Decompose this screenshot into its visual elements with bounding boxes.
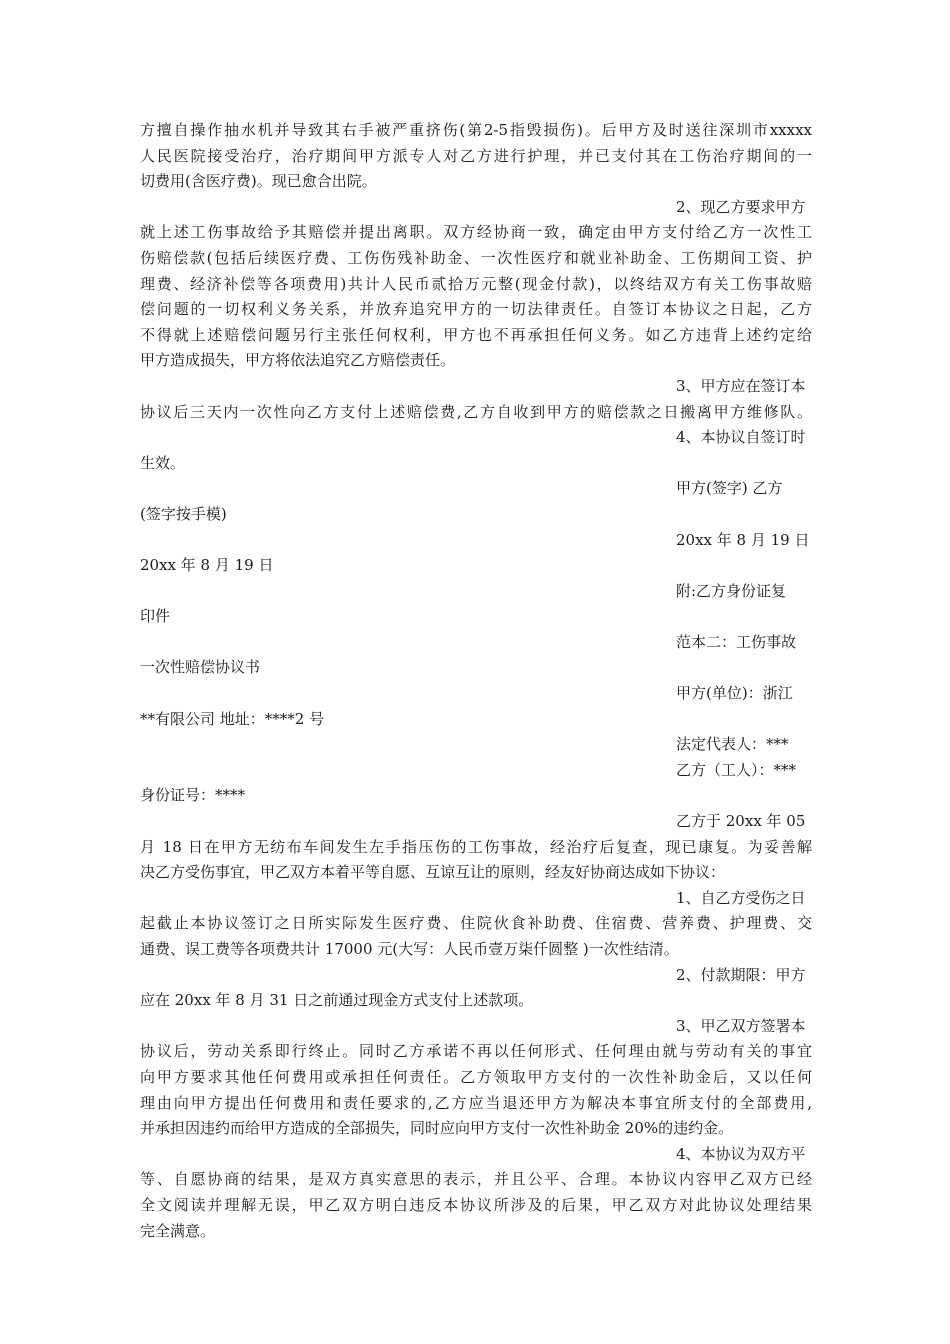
text-line: 起截止本协议签订之日所实际发生医疗费、住院伙食补助费、住宿费、营养费、护理费、交 [140,914,812,933]
text-line-indented: 附:乙方身份证复 [676,581,787,600]
text-line: 人民医院接受治疗，治疗期间甲方派专人对乙方进行护理，并已支付其在工伤治疗期间的一 [140,146,812,165]
text-line: 向甲方要求其他任何费用或承担任何责任。乙方领取甲方支付的一次性补助金后，又以任何 [140,1067,812,1086]
text-line: 应在 20xx 年 8 月 31 日之前通过现金方式支付上述款项。 [140,991,534,1010]
text-line: 切费用(含医疗费)。现已愈合出院。 [140,172,377,191]
text-line-indented: 3、甲方应在签订本 [676,376,806,395]
text-line-indented: 2、付款期限：甲方 [676,965,806,984]
text-line: 协议后，劳动关系即行终止。同时乙方承诺不再以任何形式、任何理由就与劳动有关的事宜 [140,1042,812,1061]
text-line: 方擅自操作抽水机并导致其右手被严重挤伤(第2-5指毁损伤)。后甲方及时送往深圳市xxxxx [140,121,812,139]
text-line-indented: 3、甲乙双方签署本 [676,1016,806,1035]
text-line-indented: 2、现乙方要求甲方 [676,197,806,216]
text-line: 并承担因违约而给甲方造成的全部损失，同时应向甲方支付一次性补助金 20%的违约金。 [140,1119,734,1138]
text-line: 20xx 年 8 月 19 日 [140,556,274,575]
text-line: 一次性赔偿协议书 [140,658,261,677]
text-line-indented: 法定代表人：*** [676,735,789,754]
text-line: 偿问题的一切权利义务关系，并放弃追究甲方的一切法律责任。自签订本协议之日起，乙方 [140,300,812,319]
text-line: 不得就上述赔偿问题另行主张任何权利，甲方也不再承担任何义务。如乙方违背上述约定给 [140,325,812,344]
text-line: 全文阅读并理解无误，甲乙双方明白违反本协议所涉及的后果，甲乙双方对此协议处理结果 [140,1195,812,1214]
text-line-indented: 4、本协议为双方平 [676,1144,806,1163]
text-line: 完全满意。 [140,1221,216,1240]
text-line: (签字按手模) [140,504,227,523]
text-line: 月 18 日在甲方无纺布车间发生左手指压伤的工伤事故，经治疗后复查，现已康复。为妥善解 [140,837,812,856]
text-line-indented: 乙方（工人）：*** [676,760,797,779]
text-line-indented: 范本二：工伤事故 [676,632,797,651]
text-line-indented: 1、自乙方受伤之日 [676,888,806,907]
document-body [140,118,812,1244]
text-line-indented: 20xx 年 8 月 19 日 [676,530,810,549]
text-line: 决乙方受伤事宜，甲乙双方本着平等自愿、互谅互让的原则，经友好协商达成如下协议： [140,863,726,882]
text-line: 甲方造成损失，甲方将依法追究乙方赔偿责任。 [140,351,456,370]
text-line: 生效。 [140,453,186,472]
text-line: 等、自愿协商的结果，是双方真实意思的表示，并且公平、合理。本协议内容甲乙双方已经 [140,1170,812,1189]
text-line-indented: 乙方于 20xx 年 05 [676,812,806,831]
text-line: 身份证号：**** [140,786,246,805]
text-line: 伤赔偿款(包括后续医疗费、工伤伤残补助金、一次性医疗和就业补助金、工伤期间工资、护 [140,248,812,267]
text-line-indented: 甲方(单位)：浙江 [676,684,793,703]
text-line: 理费、经济补偿等各项费用)共计人民币贰拾万元整(现金付款)，以终结双方有关工伤事故赔 [140,274,812,293]
text-line: 印件 [140,607,171,626]
text-line: 就上述工伤事故给予其赔偿并提出离职。双方经协商一致，确定由甲方支付给乙方一次性工 [140,223,812,242]
text-line: 协议后三天内一次性向乙方支付上述赔偿费,乙方自收到甲方的赔偿款之日搬离甲方维修队。 [140,402,812,421]
text-line-indented: 甲方(签字) 乙方 [676,479,783,498]
text-line-indented: 4、本协议自签订时 [676,428,806,447]
text-line: **有限公司 地址：****2 号 [140,709,325,728]
text-line: 通费、误工费等各项费共计 17000 元(大写：人民币壹万柒仟圆整 )一次性结清。 [140,940,679,958]
text-line: 理由向甲方提出任何费用和责任要求的,乙方应当退还甲方为解决本事宜所支付的全部费用, [140,1093,812,1112]
